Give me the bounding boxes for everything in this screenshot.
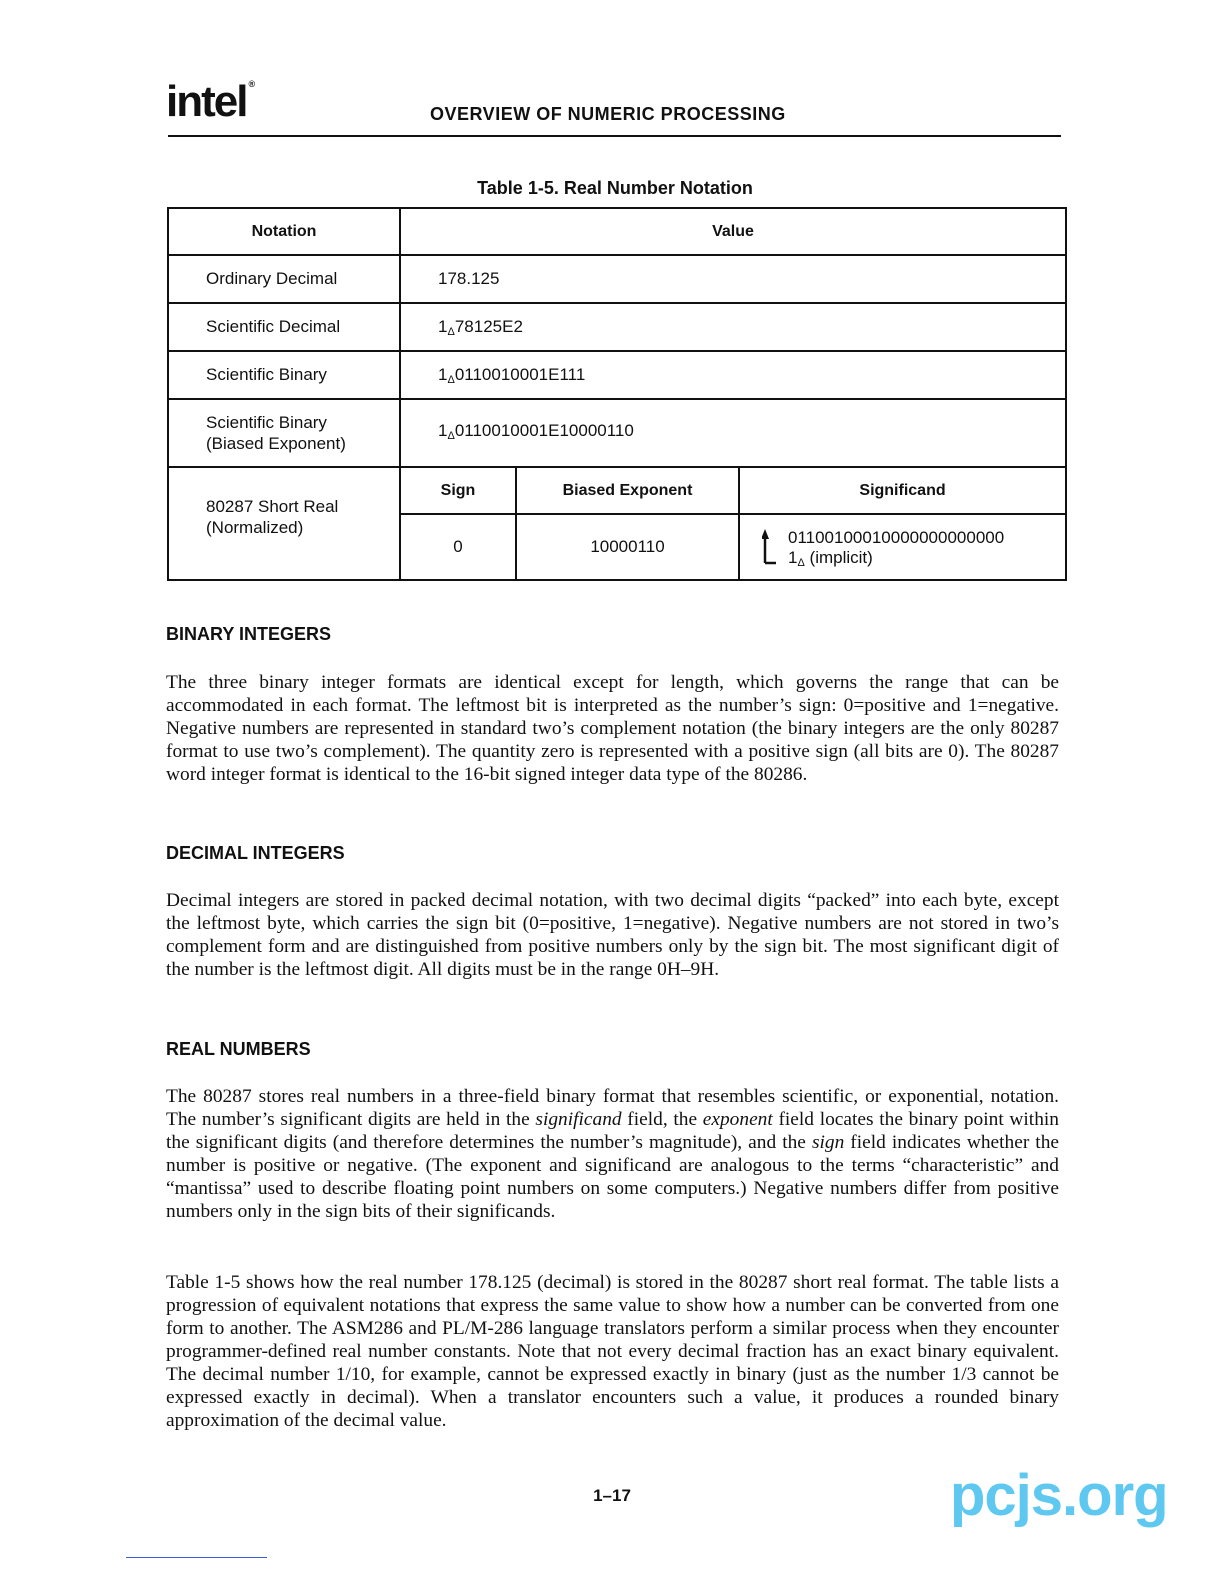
paragraph-binary-integers: The three binary integer formats are identical except for length, which governs the range that can be accommodated in each format. The leftmost bit is interpreted as the number’s sign: 0=positive and 1=negative. Negative numbers are represented in standard two’s complement notation (the binary integers are the only 80287 format to use two’s complement). The quantity zero is represented with a positive sign (all bits are 0). The 80287 word integer format is identical to the 16-bit signed integer data type of the 80286. — [166, 672, 1059, 785]
biased-exponent-header: Biased Exponent — [516, 467, 739, 514]
significand-value-cell — [739, 514, 1066, 580]
pcjs-watermark: pcjs.org — [950, 1463, 1168, 1528]
short-real-header-row — [168, 467, 1066, 514]
value-cell: 1Δ78125E2 — [400, 303, 1066, 351]
paragraph-real-numbers-1: The 80287 stores real numbers in a three-field binary format that resembles scientific, or exponential, notation. The number’s significant digits are held in the significand field, the exponent field locates the binary point within the significant digits (and therefore determines the number’s magnitude), and the sign field indicates whether the number is positive or negative. (The exponent and significand are analogous to the terms “characteristic” and “mantissa” used to describe floating point numbers on some computers.) Negative numbers differ from positive numbers only in the sign bits of their significands. — [166, 1086, 1059, 1222]
heading-decimal-integers: DECIMAL INTEGERS — [166, 843, 345, 863]
page-number: 1–17 — [593, 1486, 631, 1505]
significand-bits: 01100100010000000000000 — [788, 527, 1005, 547]
notation-cell: Scientific Decimal — [168, 303, 400, 351]
paragraph-real-numbers-2: Table 1-5 shows how the real number 178.125 (decimal) is stored in the 80287 short real format. The table lists a progression of equivalent notations that express the same value to show how a number can be converted from one form to another. The ASM286 and PL/M-286 language translators perform a similar process when they encounter programmer-defined real number constants. Note that not every decimal fraction has an exact binary equivalent. The decimal number 1/10, for example, cannot be expressed exactly in binary (just as the number 1/3 cannot be expressed exactly in decimal). When a translator encounters such a value, it produces a rounded binary approximation of the decimal value. — [166, 1272, 1059, 1431]
implicit-bit-note: 1Δ (implicit) — [788, 547, 873, 569]
intel-logo: intel ® — [166, 77, 256, 126]
table-row — [168, 351, 1066, 399]
value-cell: 178.125 — [400, 255, 1066, 303]
notation-cell: Scientific Binary (Biased Exponent) — [168, 399, 400, 467]
real-number-notation-table — [167, 207, 1067, 581]
table-caption: Table 1-5. Real Number Notation — [477, 178, 753, 198]
column-header-notation: Notation — [168, 208, 400, 255]
heading-binary-integers: BINARY INTEGERS — [166, 624, 332, 644]
notation-cell: Scientific Binary — [168, 351, 400, 399]
binary-point-delta: Δ — [447, 373, 455, 386]
sign-value: 0 — [400, 514, 516, 580]
heading-real-numbers: REAL NUMBERS — [166, 1039, 311, 1059]
significand-header: Significand — [739, 467, 1066, 514]
footer-divider — [126, 1557, 267, 1558]
paragraph-decimal-integers: Decimal integers are stored in packed decimal notation, with two decimal digits “packed” into each byte, except the leftmost byte, which carries the sign bit (0=positive, 1=negative). Negative numbers are not stored in two’s complement form and are distinguished from positive numbers only by the sign bit. The most significant digit of the number is the leftmost digit. All digits must be in the range 0H–9H. — [166, 890, 1059, 980]
table-row — [168, 399, 1066, 467]
biased-exponent-value: 10000110 — [516, 514, 739, 580]
table-row — [168, 255, 1066, 303]
value-cell: 1Δ0110010001E111 — [400, 351, 1066, 399]
page-header-title: OVERVIEW OF NUMERIC PROCESSING — [430, 104, 786, 124]
header-divider — [168, 135, 1061, 137]
table-row — [168, 303, 1066, 351]
value-cell: 1Δ0110010001E10000110 — [400, 399, 1066, 467]
short-real-label-cell: 80287 Short Real (Normalized) — [168, 467, 400, 580]
column-header-value: Value — [400, 208, 1066, 255]
table-header-row — [168, 208, 1066, 255]
notation-cell: Ordinary Decimal — [168, 255, 400, 303]
sign-header: Sign — [400, 467, 516, 514]
binary-point-delta: Δ — [447, 325, 455, 338]
implicit-bit-arrow-icon — [762, 529, 776, 565]
binary-point-delta: Δ — [447, 429, 455, 442]
